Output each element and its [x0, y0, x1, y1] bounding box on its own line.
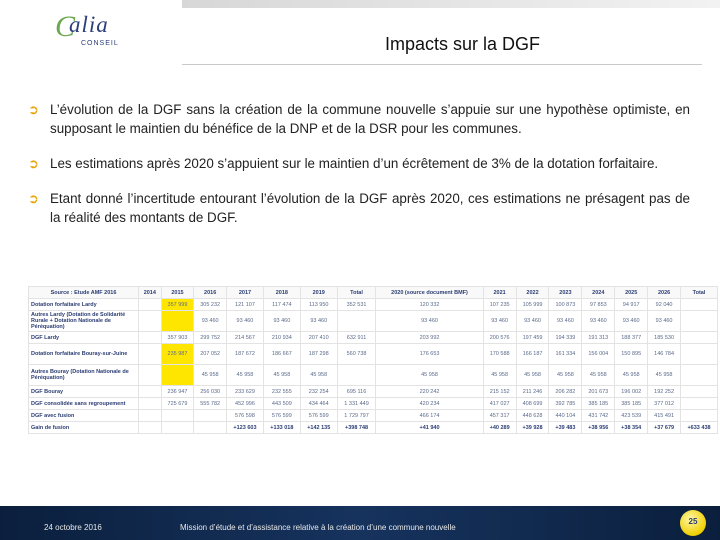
table-cell: 207 410: [300, 332, 337, 344]
row-label: DGF avec fusion: [29, 410, 139, 422]
top-accent-bar: [182, 0, 720, 8]
table-header-cell: 2020 (source document BMF): [376, 287, 483, 299]
table-cell: 93 460: [194, 311, 227, 332]
table-cell: 185 530: [648, 332, 681, 344]
bullet-item: [28, 154, 690, 173]
table-header-cell: 2025: [615, 287, 648, 299]
table-cell: [139, 422, 162, 434]
table-cell: 417 027: [483, 398, 516, 410]
table-cell: 457 317: [483, 410, 516, 422]
table-cell: [139, 332, 162, 344]
table-cell: 236 947: [161, 386, 194, 398]
table-cell: 215 152: [483, 386, 516, 398]
table-row: [29, 410, 718, 422]
bullet-arrow-icon: ➲: [28, 191, 39, 206]
table-cell: 385 185: [582, 398, 615, 410]
table-cell: 166 187: [516, 344, 549, 365]
table-cell: 97 853: [582, 299, 615, 311]
table-cell: [139, 365, 162, 386]
table-header-cell: Total: [337, 287, 376, 299]
table-cell: [681, 311, 718, 332]
table-cell: [161, 365, 194, 386]
table-header-cell: 2016: [194, 287, 227, 299]
table-cell: 45 958: [300, 365, 337, 386]
table-cell: [139, 311, 162, 332]
table-row: [29, 299, 718, 311]
table-cell: 214 567: [227, 332, 264, 344]
table-cell: [681, 332, 718, 344]
table-cell: 377 012: [648, 398, 681, 410]
table-cell: +123 603: [227, 422, 264, 434]
logo-subtitle: CONSEIL: [81, 40, 119, 47]
table-cell: 197 459: [516, 332, 549, 344]
calia-conseil-logo: [55, 10, 135, 48]
table-cell: 299 752: [194, 332, 227, 344]
table-cell: 192 252: [648, 386, 681, 398]
table-cell: 415 491: [648, 410, 681, 422]
table-cell: [681, 344, 718, 365]
table-header-cell: 2024: [582, 287, 615, 299]
table-header-cell: Source : Etude AMF 2016: [29, 287, 139, 299]
table-cell: 201 673: [582, 386, 615, 398]
table-cell: 146 784: [648, 344, 681, 365]
table-cell: 105 999: [516, 299, 549, 311]
bullet-text: Etant donné l’incertitude entourant l’évolution de la DGF après 2020, ces estimations ne présagent pas de la réalité des montants de DGF.: [50, 191, 690, 225]
bullet-item: [28, 189, 690, 227]
table-cell: 188 377: [615, 332, 648, 344]
table-cell: 93 460: [263, 311, 300, 332]
table-cell: [337, 365, 376, 386]
bullet-text: Les estimations après 2020 s’appuient sur le maintien d’un écrêtement de 3% de la dotation forfaitaire.: [50, 156, 659, 171]
table-cell: 232 555: [263, 386, 300, 398]
table-cell: +133 018: [263, 422, 300, 434]
table-cell: 107 235: [483, 299, 516, 311]
table-cell: 196 002: [615, 386, 648, 398]
table-header-cell: 2018: [263, 287, 300, 299]
bullet-arrow-icon: ➲: [28, 102, 39, 117]
row-label: DGF Bouray: [29, 386, 139, 398]
table-cell: 45 958: [516, 365, 549, 386]
table-cell: 392 785: [549, 398, 582, 410]
table-header-cell: 2019: [300, 287, 337, 299]
row-label: DGF consolidée sans regroupement: [29, 398, 139, 410]
table-cell: 560 738: [337, 344, 376, 365]
table-cell: 187 672: [227, 344, 264, 365]
table-cell: [681, 299, 718, 311]
table-cell: 385 185: [615, 398, 648, 410]
table-cell: 45 958: [615, 365, 648, 386]
logo-letter: C: [55, 10, 76, 43]
table-cell: 576 598: [227, 410, 264, 422]
table-cell: 1 729 797: [337, 410, 376, 422]
table-cell: [161, 422, 194, 434]
table-cell: 220 242: [376, 386, 483, 398]
table-row: [29, 344, 718, 365]
table-row: [29, 386, 718, 398]
table-cell: 93 460: [300, 311, 337, 332]
table-cell: 232 254: [300, 386, 337, 398]
table-cell: [681, 398, 718, 410]
bullet-list: [28, 100, 690, 243]
table-cell: 357 903: [161, 332, 194, 344]
table-cell: 191 313: [582, 332, 615, 344]
table-cell: [194, 410, 227, 422]
table-cell: [681, 386, 718, 398]
row-label: Dotation forfaitaire Lardy: [29, 299, 139, 311]
table-cell: 357 999: [161, 299, 194, 311]
row-label: Autres Bouray (Dotation Nationale de Péréquation): [29, 365, 139, 386]
table-header-cell: 2017: [227, 287, 264, 299]
table-cell: [337, 311, 376, 332]
table-cell: +633 438: [681, 422, 718, 434]
table-cell: +38 354: [615, 422, 648, 434]
table-cell: 235 987: [161, 344, 194, 365]
bullet-item: [28, 100, 690, 138]
footer-bar: [0, 506, 720, 540]
table-row: [29, 398, 718, 410]
row-label: Autres Lardy (Dotation de Solidarité Rurale + Dotation Nationale de Péréquation): [29, 311, 139, 332]
table-header-cell: Total: [681, 287, 718, 299]
table-cell: 45 958: [227, 365, 264, 386]
table-cell: 1 331 449: [337, 398, 376, 410]
table-cell: 200 576: [483, 332, 516, 344]
row-label: DGF Lardy: [29, 332, 139, 344]
table-cell: +142 135: [300, 422, 337, 434]
table-cell: 695 116: [337, 386, 376, 398]
table-cell: 431 742: [582, 410, 615, 422]
table-cell: 45 958: [483, 365, 516, 386]
table-cell: [139, 398, 162, 410]
slide-title: Impacts sur la DGF: [384, 34, 540, 54]
table-cell: 93 460: [516, 311, 549, 332]
page-number-badge: [672, 510, 712, 536]
dgf-table-image: [28, 286, 718, 466]
table-cell: 206 282: [549, 386, 582, 398]
table-row: [29, 311, 718, 332]
table-cell: 233 629: [227, 386, 264, 398]
table-cell: 187 298: [300, 344, 337, 365]
table-cell: 194 339: [549, 332, 582, 344]
table-cell: 423 539: [615, 410, 648, 422]
table-cell: 256 030: [194, 386, 227, 398]
table-cell: 150 895: [615, 344, 648, 365]
table-cell: 408 699: [516, 398, 549, 410]
table-cell: +38 956: [582, 422, 615, 434]
table-cell: [139, 299, 162, 311]
table-cell: [139, 386, 162, 398]
table-cell: 93 460: [582, 311, 615, 332]
table-cell: 93 460: [549, 311, 582, 332]
table-cell: 576 599: [300, 410, 337, 422]
table-header-cell: 2023: [549, 287, 582, 299]
table-cell: 434 464: [300, 398, 337, 410]
table-cell: 452 996: [227, 398, 264, 410]
table-cell: 45 958: [194, 365, 227, 386]
table-cell: 448 628: [516, 410, 549, 422]
table-cell: 420 234: [376, 398, 483, 410]
table-cell: 203 992: [376, 332, 483, 344]
table-cell: [161, 311, 194, 332]
table-cell: 92 040: [648, 299, 681, 311]
table-cell: 117 474: [263, 299, 300, 311]
table-cell: 113 950: [300, 299, 337, 311]
table-header-cell: 2021: [483, 287, 516, 299]
table-cell: [194, 422, 227, 434]
logo-word: alia: [69, 12, 109, 37]
table-cell: 443 509: [263, 398, 300, 410]
table-cell: [139, 410, 162, 422]
table-cell: +398 748: [337, 422, 376, 434]
table-header-cell: 2014: [139, 287, 162, 299]
table-cell: 632 911: [337, 332, 376, 344]
table-cell: 45 958: [549, 365, 582, 386]
table-cell: 94 917: [615, 299, 648, 311]
table-cell: 93 460: [376, 311, 483, 332]
table-header-cell: 2026: [648, 287, 681, 299]
table-cell: +39 928: [516, 422, 549, 434]
table-cell: 121 107: [227, 299, 264, 311]
table-cell: 45 958: [582, 365, 615, 386]
table-row: [29, 332, 718, 344]
table-cell: 576 599: [263, 410, 300, 422]
table-header-row: [29, 287, 718, 299]
table-cell: [161, 410, 194, 422]
footer-mission: Mission d’étude et d’assistance relative à la création d’une commune nouvelle: [180, 523, 456, 532]
table-row: [29, 365, 718, 386]
row-label: Dotation forfaitaire Bouray-sur-Juine: [29, 344, 139, 365]
table-cell: 45 958: [648, 365, 681, 386]
table-cell: 466 174: [376, 410, 483, 422]
row-label: Gain de fusion: [29, 422, 139, 434]
table-cell: 176 653: [376, 344, 483, 365]
table-cell: 93 460: [483, 311, 516, 332]
table-cell: +40 289: [483, 422, 516, 434]
table-cell: 440 104: [549, 410, 582, 422]
table-cell: 156 004: [582, 344, 615, 365]
table-cell: [139, 344, 162, 365]
title-divider: [182, 64, 702, 65]
table-cell: +41 940: [376, 422, 483, 434]
table-cell: 210 934: [263, 332, 300, 344]
table-cell: 161 334: [549, 344, 582, 365]
bullet-text: L’évolution de la DGF sans la création de la commune nouvelle s’appuie sur une hypothèse optimiste, en supposant le maintien du bénéfice de la DNP et de la DSR pour les communes.: [50, 102, 690, 136]
table-cell: +39 483: [549, 422, 582, 434]
bullet-arrow-icon: ➲: [28, 156, 39, 171]
table-cell: +37 679: [648, 422, 681, 434]
table-cell: 211 246: [516, 386, 549, 398]
table-cell: 555 782: [194, 398, 227, 410]
table-cell: 100 873: [549, 299, 582, 311]
table-cell: 93 460: [227, 311, 264, 332]
page-number: 25: [688, 517, 698, 526]
table-cell: 93 460: [648, 311, 681, 332]
table-cell: 725 679: [161, 398, 194, 410]
table-cell: 93 460: [615, 311, 648, 332]
table-header-cell: 2022: [516, 287, 549, 299]
dgf-table: [28, 286, 718, 434]
table-cell: [681, 365, 718, 386]
table-cell: [681, 410, 718, 422]
table-row: [29, 422, 718, 434]
table-cell: 45 958: [263, 365, 300, 386]
table-cell: 186 667: [263, 344, 300, 365]
table-cell: 170 588: [483, 344, 516, 365]
table-cell: 305 232: [194, 299, 227, 311]
table-cell: 207 052: [194, 344, 227, 365]
table-cell: 120 332: [376, 299, 483, 311]
table-header-cell: 2015: [161, 287, 194, 299]
table-cell: 45 958: [376, 365, 483, 386]
table-cell: 352 531: [337, 299, 376, 311]
footer-date: 24 octobre 2016: [44, 523, 102, 532]
